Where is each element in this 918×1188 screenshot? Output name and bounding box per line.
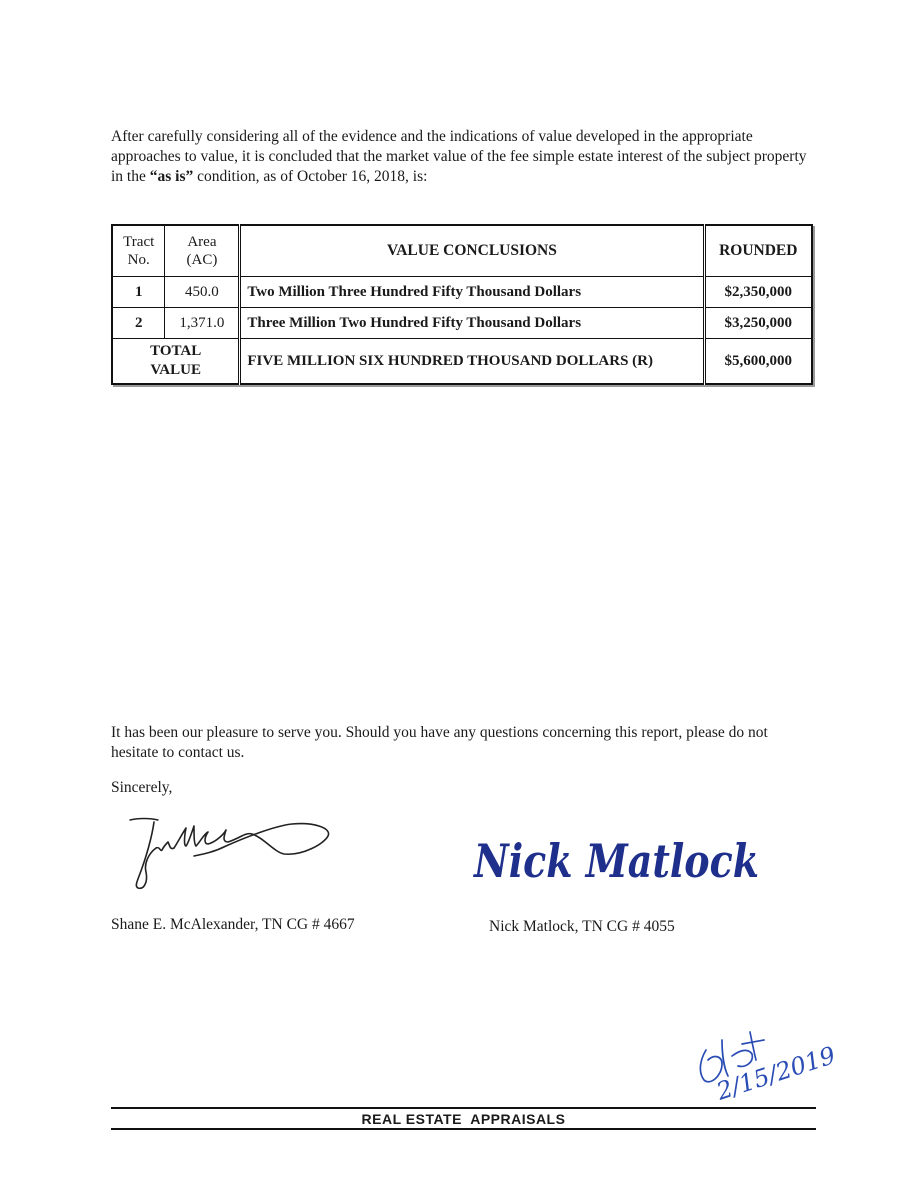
footer-bottom-rule (111, 1128, 816, 1130)
total-rounded-value: $5,600,000 (704, 339, 812, 385)
closing-paragraph: It has been our pleasure to serve you. Should you have any questions concerning this report, please do not hesitate to contact us. (111, 724, 768, 761)
tract-rounded-value: $3,250,000 (704, 308, 812, 339)
intro-emphasis: “as is” (149, 168, 194, 185)
tract-value-conclusion: Two Million Three Hundred Fifty Thousand Dollars (240, 277, 704, 308)
total-label: TOTAL VALUE (112, 339, 240, 385)
intro-text-before: After carefully considering all of the evidence and the indications of value developed in the appropriate approaches to value, it is concluded that the market value of the fee simple estate interest of the subject property in the (111, 128, 807, 185)
header-area: Area (AC) (165, 225, 240, 277)
tract-number: 2 (112, 308, 165, 339)
table-row (112, 308, 812, 339)
signature-nick-matlock (470, 825, 770, 890)
total-value-conclusion: FIVE MILLION SIX HUNDRED THOUSAND DOLLARS (R) (240, 339, 704, 385)
handwritten-date: 2/15/2019 (713, 1041, 839, 1106)
tract-value-conclusion: Three Million Two Hundred Fifty Thousand Dollars (240, 308, 704, 339)
signature-shane-mcalexander (124, 812, 339, 890)
tract-area: 450.0 (165, 277, 240, 308)
footer-top-rule (111, 1107, 816, 1109)
header-rounded: ROUNDED (704, 225, 812, 277)
intro-paragraph (111, 127, 816, 187)
table-total-row (112, 339, 812, 385)
value-conclusions-table (111, 224, 813, 385)
tract-area: 1,371.0 (165, 308, 240, 339)
signature-text: Nick Matlock (472, 834, 759, 888)
signatory-name: Shane E. McAlexander, TN CG # 4667 (111, 916, 355, 933)
table-row (112, 277, 812, 308)
table-header-row (112, 225, 812, 277)
salutation: Sincerely, (111, 779, 173, 796)
header-tract-no: Tract No. (112, 225, 165, 277)
intro-text-after: condition, as of October 16, 2018, is: (193, 168, 428, 185)
header-value-conclusions: VALUE CONCLUSIONS (240, 225, 704, 277)
tract-number: 1 (112, 277, 165, 308)
handwritten-initials-date (692, 1010, 839, 1106)
signatory-name: Nick Matlock, TN CG # 4055 (489, 918, 675, 935)
tract-rounded-value: $2,350,000 (704, 277, 812, 308)
footer-text: REAL ESTATE APPRAISALS (361, 1111, 566, 1127)
